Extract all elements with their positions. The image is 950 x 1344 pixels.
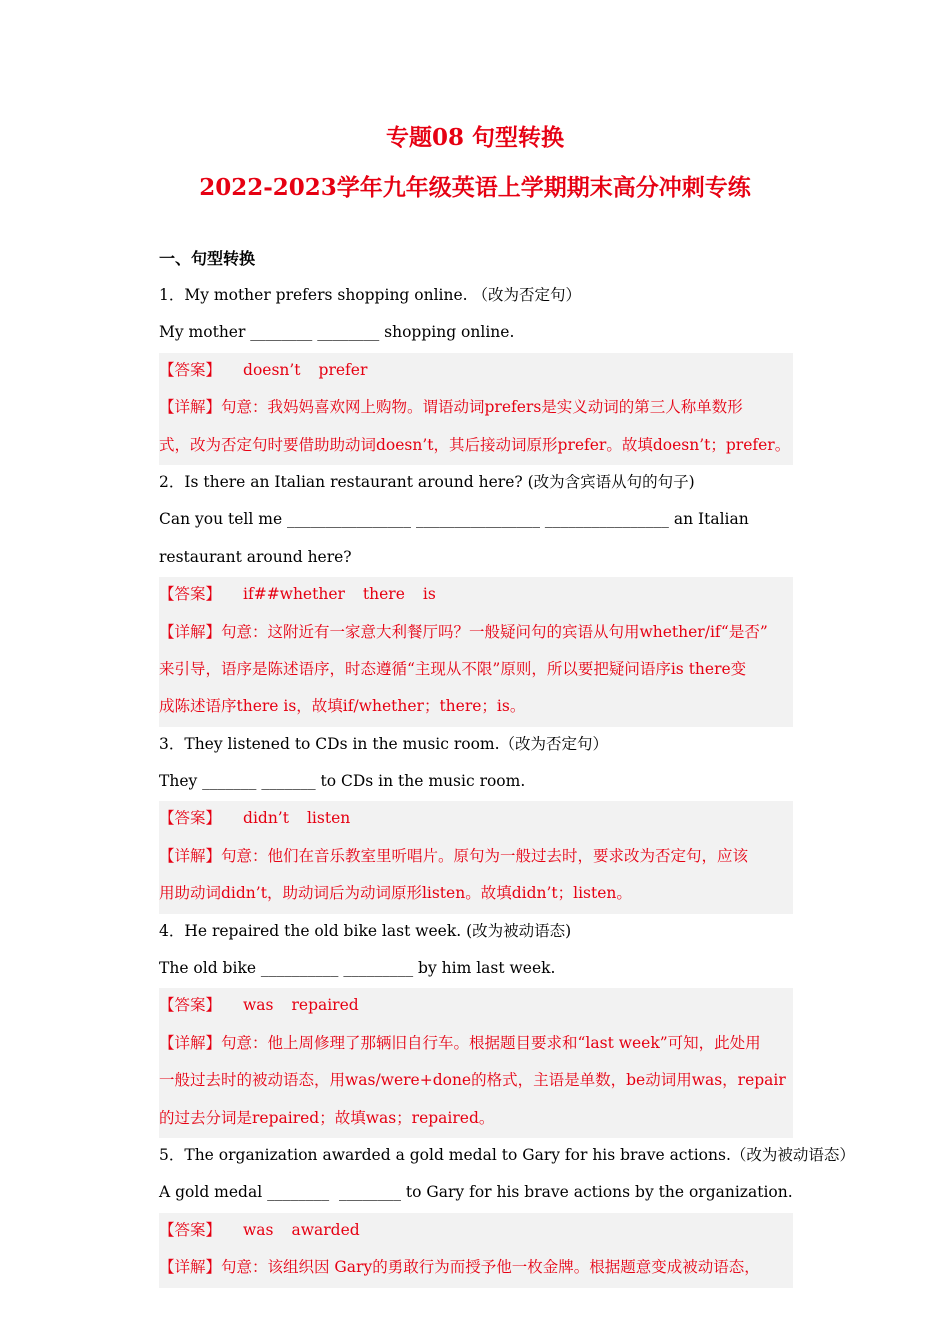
answer-box — [159, 988, 793, 1138]
question-prompt: 5．The organization awarded a gold medal to Gary for his brave actions.（改为被动语态） — [159, 1145, 855, 1164]
answer-item: listen — [306, 809, 351, 828]
question-4 — [159, 914, 799, 1138]
answer-line — [159, 577, 793, 614]
answer-item: repaired — [291, 996, 359, 1015]
fill-line: They _______ _______ to CDs in the music room. — [159, 772, 526, 791]
question-2 — [159, 465, 799, 727]
question-prompt: 1．My mother prefers shopping online. （改为否定句） — [159, 286, 582, 304]
question-3 — [159, 727, 799, 914]
answer-box — [159, 577, 793, 727]
document-title: 专题08 句型转换 — [385, 124, 564, 151]
explanation-line: 一般过去时的被动语态，用was/were+done的格式，主语是单数，be动词用was，repair — [159, 1071, 786, 1090]
answer-item: there — [362, 585, 405, 604]
explanation-line: 【详解】句意：他上周修理了那辆旧自行车。根据题目要求和“last week”可知，此处用 — [159, 1033, 761, 1052]
explanation-line: 的过去分词是repaired；故填was；repaired。 — [159, 1108, 495, 1127]
answer-label: 【答案】 — [159, 809, 222, 828]
question-prompt: 4．He repaired the old bike last week. (改为被动语态) — [159, 921, 572, 940]
answer-item: didn’t — [243, 809, 289, 828]
answer-box — [159, 353, 793, 465]
document-content — [159, 246, 855, 1288]
fill-line: A gold medal ________ ________ to Gary for his brave actions by the organization. — [159, 1183, 793, 1202]
explanation-line: 【详解】句意：他们在音乐教室里听唱片。原句为一般过去时，要求改为否定句，应该 — [159, 846, 749, 865]
answer-box — [159, 1213, 793, 1288]
answer-item: if##whether — [243, 585, 345, 604]
fill-line: restaurant around here? — [159, 547, 352, 566]
explanation-line: 【详解】句意：我妈妈喜欢网上购物。谓语动词prefers是实义动词的第三人称单数形 — [159, 398, 743, 417]
answer-line — [159, 353, 793, 390]
answer-line — [159, 988, 793, 1025]
explanation-line: 用助动词didn’t，助动词后为动词原形listen。故填didn’t；listen。 — [159, 884, 632, 903]
explanation-line: 式，改为否定句时要借助助动词doesn’t，其后接动词原形prefer。故填doesn’t；prefer。 — [159, 435, 791, 454]
explanation-line: 来引导，语序是陈述语序，时态遵循“主现从不限”原则，所以要把疑问语序is there变 — [159, 659, 747, 678]
answer-label: 【答案】 — [159, 585, 222, 604]
answer-label: 【答案】 — [159, 1220, 222, 1239]
question-prompt: 3．They listened to CDs in the music room.（改为否定句） — [159, 734, 609, 753]
answer-item: was — [243, 1220, 274, 1239]
answer-label: 【答案】 — [159, 996, 222, 1015]
fill-line: The old bike __________ _________ by him last week. — [159, 959, 556, 978]
answer-item: is — [422, 585, 436, 604]
answer-line — [159, 801, 793, 838]
explanation-line: 成陈述语序there is，故填if/whether；there；is。 — [159, 697, 526, 716]
fill-line: My mother ________ ________ shopping online. — [159, 323, 515, 342]
section-heading: 一、句型转换 — [159, 249, 256, 268]
answer-item: prefer — [318, 360, 368, 379]
answer-label: 【答案】 — [159, 360, 222, 379]
answer-line — [159, 1213, 793, 1250]
document-subtitle: 2022-2023学年九年级英语上学期期末高分冲刺专练 — [199, 174, 751, 201]
explanation-line: 【详解】句意：这附近有一家意大利餐厅吗？一般疑问句的宾语从句用whether/if“是否” — [159, 622, 768, 641]
answer-item: was — [243, 996, 274, 1015]
question-1 — [159, 278, 799, 465]
answer-item: doesn’t — [243, 360, 301, 379]
question-prompt: 2．Is there an Italian restaurant around here? (改为含宾语从句的句子) — [159, 472, 695, 491]
fill-line: Can you tell me ________________ ________________ ________________ an Italian — [159, 510, 749, 529]
answer-item: awarded — [291, 1220, 360, 1239]
answer-box — [159, 801, 793, 913]
explanation-line: 【详解】句意：该组织因 Gary的勇敢行为而授予他一枚金牌。根据题意变成被动语态， — [159, 1258, 760, 1277]
question-5 — [159, 1138, 855, 1288]
